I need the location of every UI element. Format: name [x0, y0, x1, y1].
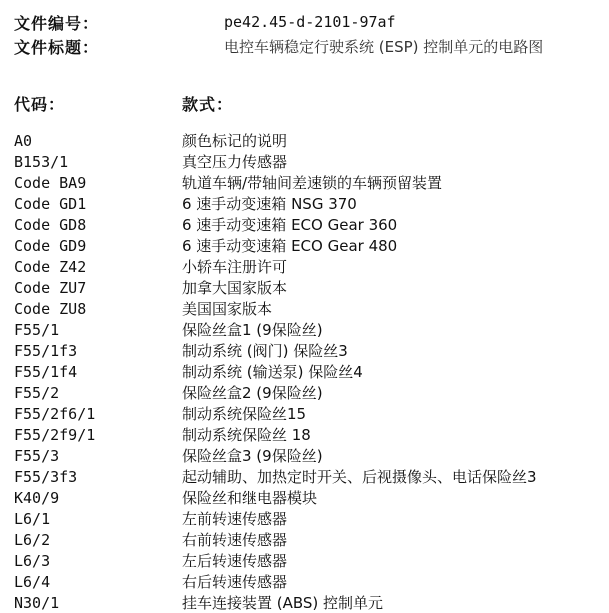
component-code: L6/3	[14, 551, 51, 570]
component-description: 制动系统保险丝 18	[182, 426, 311, 444]
component-code: F55/2	[14, 383, 60, 402]
component-code: Code GD1	[14, 194, 87, 213]
component-code: A0	[14, 131, 33, 150]
table-row	[14, 214, 604, 235]
component-description: 6 速手动变速箱 ECO Gear 360	[182, 216, 398, 234]
table-row	[14, 151, 604, 172]
table-header	[14, 90, 604, 116]
component-description: 右前转速传感器	[182, 531, 288, 549]
component-code: Code GD8	[14, 215, 87, 234]
component-code: L6/1	[14, 509, 51, 528]
component-description: 左前转速传感器	[182, 510, 288, 528]
component-description: 制动系统 (阀门) 保险丝3	[182, 342, 348, 360]
component-description: 轨道车辆/带轴间差速锁的车辆预留装置	[182, 174, 443, 192]
component-code: F55/3	[14, 446, 60, 465]
component-description: 6 速手动变速箱 ECO Gear 480	[182, 237, 398, 255]
table-row	[14, 508, 604, 529]
table-row	[14, 277, 604, 298]
component-code: Code BA9	[14, 173, 87, 192]
component-description: 制动系统保险丝15	[182, 405, 307, 423]
component-code: F55/1f4	[14, 362, 78, 381]
component-code: B153/1	[14, 152, 69, 171]
table-row	[14, 298, 604, 319]
component-description: 保险丝盒3 (9保险丝)	[182, 447, 323, 465]
table-row	[14, 487, 604, 508]
component-code: L6/4	[14, 572, 51, 591]
table-row	[14, 466, 604, 487]
table-row	[14, 592, 604, 613]
component-code: N30/1	[14, 593, 60, 612]
component-code: F55/1	[14, 320, 60, 339]
doc-number-row	[14, 10, 604, 34]
component-description: 美国国家版本	[182, 300, 273, 318]
component-code: F55/2f6/1	[14, 404, 96, 423]
component-code: F55/2f9/1	[14, 425, 96, 444]
table-row	[14, 571, 604, 592]
desc-column-header: 款式：	[182, 94, 234, 114]
component-description: 真空压力传感器	[182, 153, 288, 171]
component-description: 左后转速传感器	[182, 552, 288, 570]
table-row	[14, 130, 604, 151]
component-description: 右后转速传感器	[182, 573, 288, 591]
component-description: 保险丝盒1 (9保险丝)	[182, 321, 323, 339]
component-description: 加拿大国家版本	[182, 279, 288, 297]
component-description: 颜色标记的说明	[182, 132, 288, 150]
doc-title-row	[14, 34, 604, 58]
table-row	[14, 193, 604, 214]
component-code: Code Z42	[14, 257, 87, 276]
doc-title-label: 文件标题：	[14, 37, 100, 57]
code-column-header: 代码：	[14, 94, 66, 114]
table-row	[14, 445, 604, 466]
table-row	[14, 361, 604, 382]
table-row	[14, 550, 604, 571]
table-row	[14, 340, 604, 361]
table-row	[14, 319, 604, 340]
doc-number-value: pe42.45-d-2101-97af	[224, 13, 396, 31]
component-code: L6/2	[14, 530, 51, 549]
component-code: K40/9	[14, 488, 60, 507]
table-row	[14, 529, 604, 550]
component-description: 保险丝盒2 (9保险丝)	[182, 384, 323, 402]
component-description: 小轿车注册许可	[182, 258, 288, 276]
component-description: 起动辅助、加热定时开关、后视摄像头、电话保险丝3	[182, 468, 537, 486]
component-description: 制动系统 (输送泵) 保险丝4	[182, 363, 363, 381]
component-code: Code ZU7	[14, 278, 87, 297]
doc-title-value: 电控车辆稳定行驶系统 (ESP) 控制单元的电路图	[224, 37, 544, 56]
component-code: F55/1f3	[14, 341, 78, 360]
table-row	[14, 424, 604, 445]
table-row	[14, 382, 604, 403]
component-description: 挂车连接装置 (ABS) 控制单元	[182, 594, 384, 612]
document	[14, 10, 604, 613]
component-description: 保险丝和继电器模块	[182, 489, 318, 507]
component-code: F55/3f3	[14, 467, 78, 486]
table-row	[14, 172, 604, 193]
doc-number-label: 文件编号：	[14, 13, 100, 33]
component-code: Code GD9	[14, 236, 87, 255]
component-list	[14, 130, 604, 613]
table-row	[14, 403, 604, 424]
table-row	[14, 235, 604, 256]
component-description: 6 速手动变速箱 NSG 370	[182, 195, 357, 213]
table-row	[14, 256, 604, 277]
component-code: Code ZU8	[14, 299, 87, 318]
